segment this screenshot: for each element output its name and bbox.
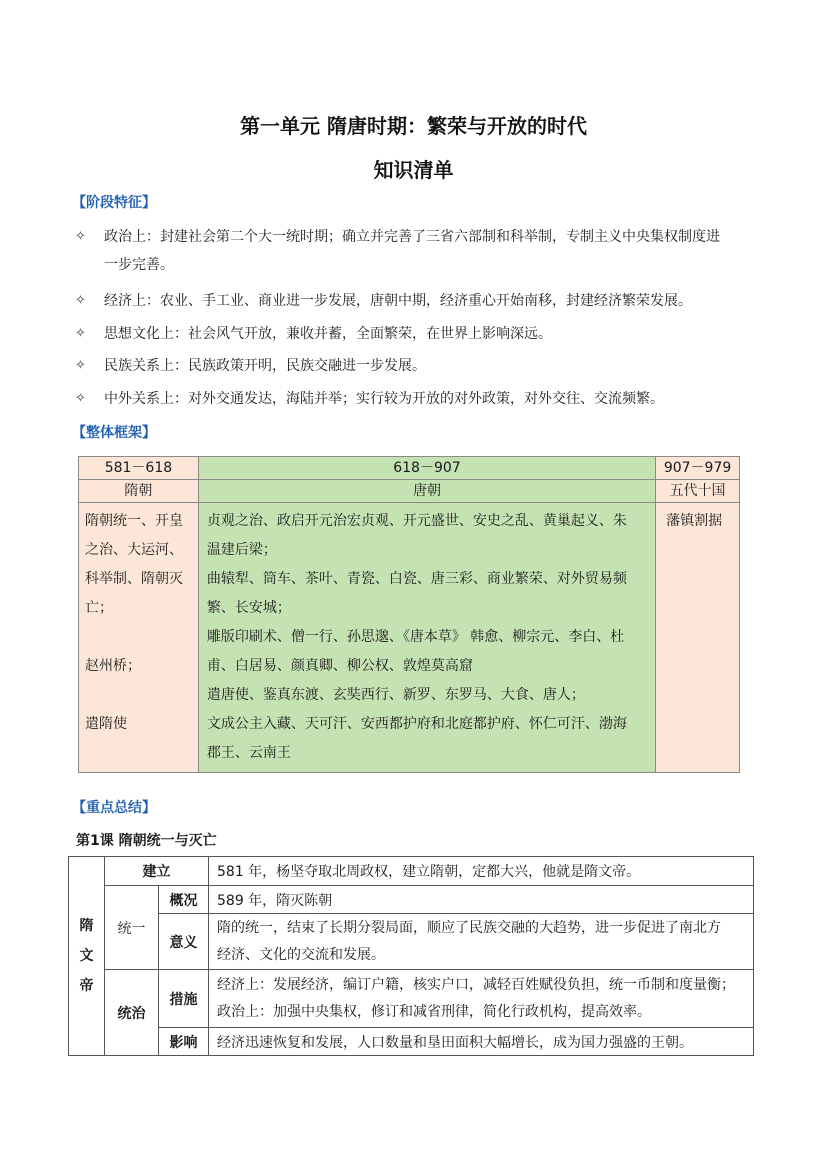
framework-table: [78, 456, 740, 773]
wudai-name: 五代十国: [656, 480, 740, 503]
sub-label-yingxiang: 影响: [159, 1028, 209, 1056]
sui-events: 隋朝统一、开皇 之治、大运河、 科举制、隋朝灭 亡； 赵州桥； 遣隋使: [79, 503, 199, 773]
section-stage-heading: 【阶段特征】: [72, 195, 156, 211]
row-label-tongyi: 统一: [105, 886, 159, 970]
page-subtitle: 知识清单: [373, 158, 454, 182]
cuoshi-text: 经济上：发展经济，编订户籍，核实户口，减轻百姓赋役负担，统一币制和度量衡； 政治上：加强中央集权，修订和减省刑律，简化行政机构，提高效率。: [209, 970, 754, 1028]
section-summary-heading: 【重点总结】: [72, 800, 156, 816]
sub-label-gaikuang: 概况: [159, 886, 209, 914]
bullet-mark-icon: ✧: [75, 358, 86, 373]
bullet-text: 思想文化上：社会风气开放，兼收并蓄，全面繁荣，在世界上影响深远。: [104, 326, 552, 342]
bullet-mark-icon: ✧: [75, 326, 86, 341]
jianli-text: 581 年，杨坚夺取北周政权，建立隋朝，定都大兴，他就是隋文帝。: [209, 857, 754, 886]
tang-name: 唐朝: [198, 480, 655, 503]
bullet-text: 中外关系上：对外交通发达，海陆并举；实行较为开放的对外政策，对外交往、交流频繁。: [104, 391, 664, 407]
wudai-years: 907－979: [656, 457, 740, 480]
tang-years: 618－907: [198, 457, 655, 480]
bullet-item: [0, 223, 827, 283]
lesson-title: 第1课 隋朝统一与灭亡: [76, 833, 217, 849]
sui-name: 隋朝: [79, 480, 199, 503]
bullet-mark-icon: ✧: [75, 293, 86, 308]
sub-label-cuoshi: 措施: [159, 970, 209, 1028]
yiyi-text: 隋的统一，结束了长期分裂局面，顺应了民族交融的大趋势，进一步促进了南北方 经济、文化的交流和发展。: [209, 914, 754, 970]
wudai-events: 藩镇割据: [656, 503, 740, 773]
bullet-text: 经济上：农业、手工业、商业进一步发展，唐朝中期，经济重心开始南移，封建经济繁荣发展。: [104, 293, 692, 309]
bullet-mark-icon: ✧: [75, 391, 86, 406]
sub-label-yiyi: 意义: [159, 914, 209, 970]
tang-events: 贞观之治、政启开元治宏贞观、开元盛世、安史之乱、黄巢起义、朱 温建后梁； 曲辕犁、筒车、茶叶、青瓷、白瓷、唐三彩、商业繁荣、对外贸易频 繁、长安城； 雕版印刷术、僧一行、孙思邈、《唐本草》 韩愈、柳宗元、李白、杜 甫、白居易、颜真卿、柳公权、敦煌莫高窟 遣唐使、鉴真东渡、玄奘西行、新罗、东罗马、大食、唐人； 文成公主入藏、天可汗、安西都护府和北庭都护府、怀仁可汗、渤海 郡王、云南王: [198, 503, 655, 773]
page-title: 第一单元 隋唐时期：繁荣与开放的时代: [240, 114, 587, 138]
sui-years: 581－618: [79, 457, 199, 480]
bullet-mark-icon: ✧: [75, 229, 86, 244]
bullet-text: 政治上：封建社会第二个大一统时期；确立并完善了三省六部制和科举制，专制主义中央集权制度进 一步完善。: [104, 229, 720, 273]
row-label-tongzhi: 统治: [105, 970, 159, 1056]
yingxiang-text: 经济迅速恢复和发展，人口数量和垦田面积大幅增长，成为国力强盛的王朝。: [209, 1028, 754, 1056]
row-label-jianli: 建立: [105, 857, 209, 886]
summary-table: [68, 856, 754, 1056]
emperor-cell: 隋 文 帝: [69, 857, 105, 1056]
section-framework-heading: 【整体框架】: [72, 425, 156, 441]
bullet-text: 民族关系上：民族政策开明，民族交融进一步发展。: [104, 358, 426, 374]
gaikuang-text: 589 年，隋灭陈朝: [209, 886, 754, 914]
